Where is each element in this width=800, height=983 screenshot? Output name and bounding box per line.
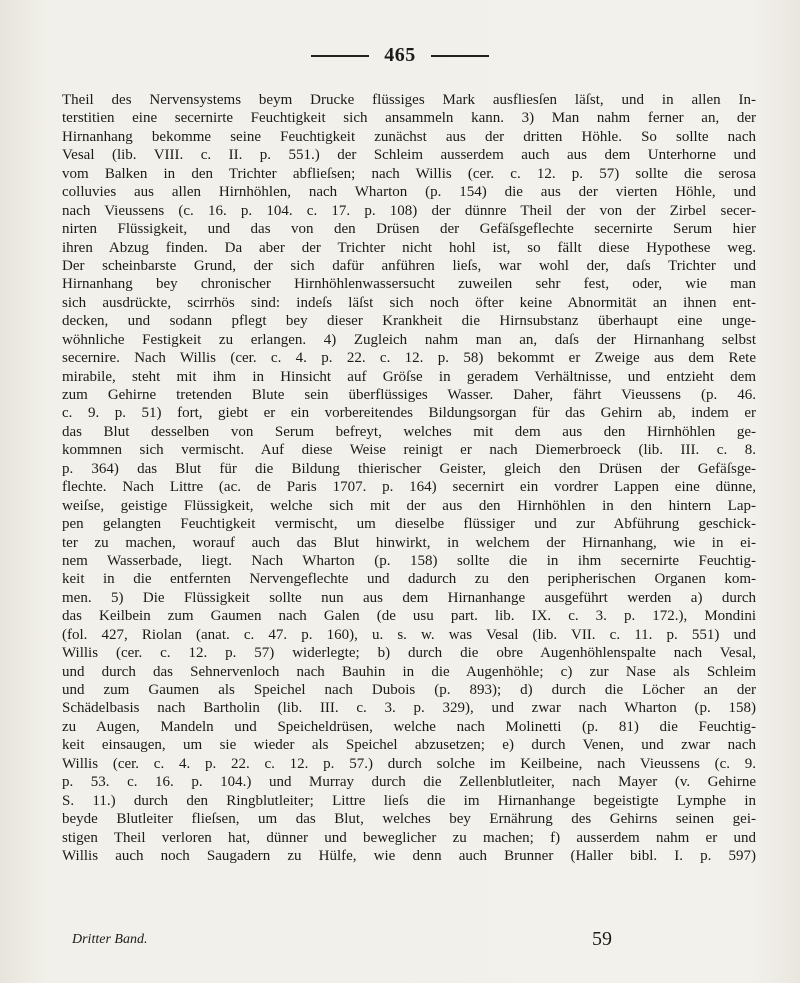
text-line: men. 5) Die Flüssigkeit sollte nun aus dem Hirnanhange ausgeführt werden a) durch [62,589,756,606]
text-line: und durch das Sehnervenloch nach Bauhin in die Augenhöhle; c) zur Nase als Schleim [62,663,756,680]
text-line: weiſse, geistige Flüssigkeit, welche sich mit der aus den Hirnhöhlen in den hintern Lap- [62,497,756,514]
text-line: Vesal (lib. VIII. c. II. p. 551.) der Schleim ausserdem auch aus dem Unterhorne und [62,147,756,164]
text-line: c. 9. p. 51) fort, giebt er ein vorbereitendes Bildungsorgan für das Gehirn ab, indem er [62,405,756,422]
text-line: mirabile, steht mit ihm in Hinsicht auf Gröſse in geradem Verhältnisse, und entzieht dem [62,368,756,385]
text-line: Der scheinbarste Grund, der sich dafür anführen lieſs, war wohl der, daſs Trichter und [62,257,756,274]
right-rule [431,55,489,57]
page-number: 465 [384,44,416,66]
text-line: decken, und sodann pflegt bey dieser Krankheit die Hirnsubstanz überhaupt eine unge- [62,313,756,330]
text-line: pen gelangten Feuchtigkeit vermischt, um dieselbe flüssiger und zur Abführung geschick- [62,516,756,533]
text-line: Hirnanhang bey chronischer Hirnhöhlenwassersucht zuweilen sehr fest, oder, wie man [62,276,756,293]
text-line: Willis auch noch Saugadern zu Hülfe, wie denn auch Brunner (Haller bibl. I. p. 597) [62,847,756,864]
text-line: wöhnliche Festigkeit zu erlangen. 4) Zugleich nahm man an, daſs der Hirnanhang selbst [62,331,756,348]
text-line: Theil des Nervensystems beym Drucke flüssiges Mark ausfliesſen läſst, und in allen In- [62,92,756,108]
text-line: zu Augen, Mandeln und Speicheldrüsen, welche nach Molinetti (p. 81) die Feuchtig- [62,718,756,735]
text-line: das Keilbein zum Gaumen nach Galen (de usu part. lib. IX. c. 3. p. 172.), Mondini [62,608,756,625]
page-header [0,44,800,72]
text-line: (fol. 427, Riolan (anat. c. 47. p. 160), u. s. w. was Vesal (lib. VII. c. 11. p. 551) und [62,626,756,643]
text-line: zum Gehirne tretenden Blute sein überflüssiges Wasser. Daher, fährt Vieussens (p. 46. [62,387,756,403]
text-line: p. 53. c. 16. p. 104.) und Murray durch die Zellenblutleiter, nach Mayer (v. Gehirne [62,774,756,791]
text-line: das Blut desselben von Serum befreyt, welches mit dem aus den Hirnhöhlen ge- [62,423,756,440]
text-line: stigen Theil verloren hat, dünner und beweglicher zu machen; f) ausserdem nahm er und [62,829,756,846]
text-line: ter zu machen, worauf auch das Blut hinwirkt, in welchem der Hirnanhang, wie in ei- [62,534,756,551]
text-line: flechte. Nach Littre (ac. de Paris 1707. p. 164) secernirt ein vordrer Lappen eine dünne, [62,479,756,496]
body-text [62,91,756,865]
sheet-number: 59 [592,928,612,950]
text-line: p. 364) das Blut für die Bildung thierischer Geister, gleich den Drüsen der Gefäſsge- [62,460,756,477]
text-line: Schädelbasis nach Bartholin (lib. III. c. 3. p. 329), und zwar nach Wharton (p. 158) [62,700,756,717]
signature-mark: Dritter Band. [72,932,148,947]
text-line: sich ausdrückte, scirrhös sind: indeſs läſst sich noch öfter keine Abnormität an ihnen ent- [62,294,756,311]
text-line: terstitien eine secernirte Feuchtigkeit sich ansammeln kann. 3) Man nahm ferner an, der [62,110,756,127]
text-line: keit einsaugen, um sie wieder als Speichel abzusetzen; e) durch Venen, und zwar nach [62,737,756,754]
text-line: Hirnanhang bekomme seine Feuchtigkeit zunächst aus der dritten Höhle. So sollte nach [62,128,756,145]
text-line: secernire. Nach Willis (cer. c. 4. p. 22. c. 12. p. 58) bekommt er Zweige aus dem Rete [62,350,756,367]
text-line: Willis (cer. c. 12. p. 57) widerlegte; b) durch die obre Augenhöhlenspalte nach Vesal, [62,645,756,662]
text-line: colluvies aus allen Hirnhöhlen, nach Wharton (p. 154) die aus der vierten Höhle, und [62,184,756,201]
text-line: keit in die entfernten Nervengeflechte und dadurch zu den peripherischen Organen kom- [62,571,756,588]
text-line: ihren Abzug finden. Da aber der Trichter nicht hohl ist, so fällt diese Hypothese weg. [62,239,756,256]
text-line: und zum Gaumen als Speichel nach Dubois (p. 893); d) durch die Löcher an der [62,682,756,698]
left-rule [311,55,369,57]
text-line: Willis (cer. c. 4. p. 22. c. 12. p. 57.) durch solche im Keilbeine, nach Vieussens (c. 9. [62,755,756,772]
text-line: nach Vieussens (c. 16. p. 104. c. 17. p. 108) der dünnre Theil der von der Zirbel secer- [62,202,756,219]
text-line: vom Balken in den Trichter abflieſsen; nach Willis (cer. c. 12. p. 57) sollte die serosa [62,165,756,182]
page-footer [72,928,752,954]
text-line: nem Wasserbade, liegt. Nach Wharton (p. 158) sollte die in ihm secernirte Feuchtig- [62,552,756,569]
text-line: S. 11.) durch den Ringblutleiter; Littre lieſs die im Hirnanhange begeistigte Lymphe in [62,792,756,809]
text-line: nirten Flüssigkeit, und das von den Drüsen der Gefäſsgeflechte secernirte Serum hier [62,221,756,238]
text-line: beyde Blutleiter flieſsen, um das Blut, welches bey Ernährung des Gehirns seinen gei- [62,811,756,828]
text-line: kommnen sich vermischt. Auf diese Weise reinigt er nach Diemerbroeck (lib. III. c. 8. [62,442,756,459]
